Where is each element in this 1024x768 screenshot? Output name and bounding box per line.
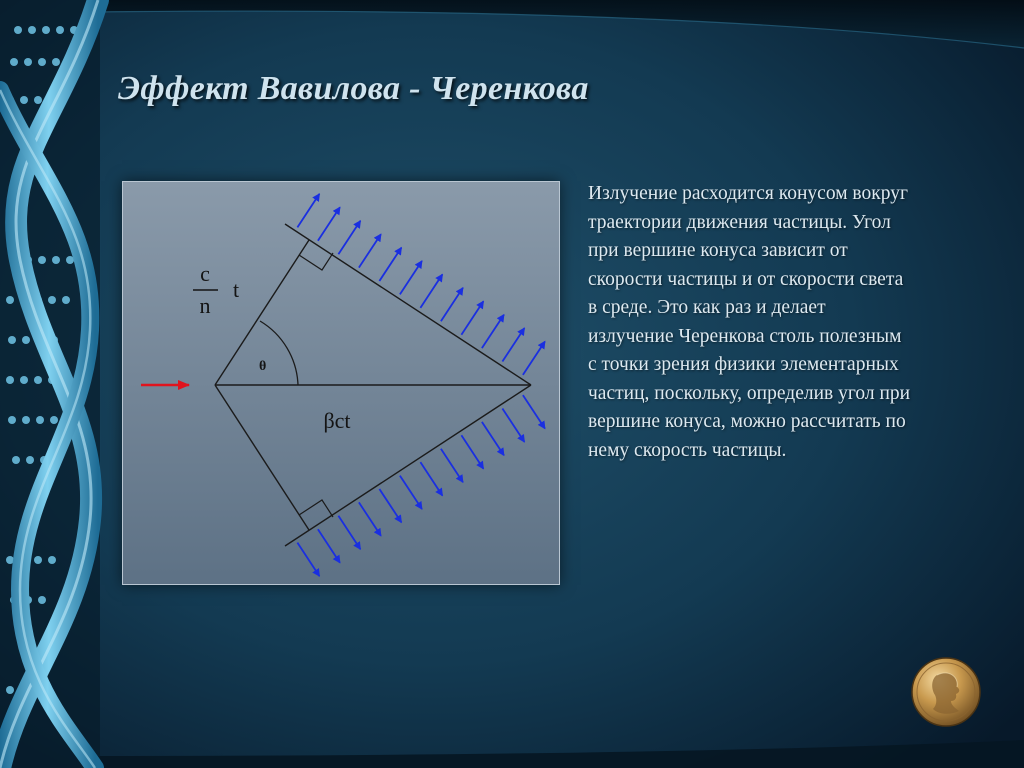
cherenkov-diagram bbox=[122, 181, 560, 585]
label-t: t bbox=[233, 277, 240, 302]
body-line: нему скорость частицы. bbox=[588, 439, 787, 461]
body-line: в среде. Это как раз и делает bbox=[588, 297, 826, 318]
nobel-medal-icon bbox=[909, 655, 983, 729]
body-line: частиц, поскольку, определив угол при bbox=[588, 382, 911, 404]
label-beta-ct: βct bbox=[323, 408, 351, 433]
body-line: излучение Черенкова столь полезным bbox=[588, 325, 902, 347]
label-n: n bbox=[199, 293, 211, 318]
body-line: с точки зрения физики элементарных bbox=[588, 354, 899, 375]
body-line: скорости частицы и от скорости света bbox=[588, 268, 904, 290]
body-line: при вершине конуса зависит от bbox=[588, 240, 848, 261]
body-line: Излучение расходится конусом вокруг bbox=[588, 183, 908, 204]
label-theta: θ bbox=[259, 359, 267, 374]
slide-body-text bbox=[588, 180, 1000, 465]
body-line: вершине конуса, можно рассчитать по bbox=[588, 411, 906, 432]
label-c: c bbox=[200, 261, 210, 286]
slide-title: Эффект Вавилова - Черенкова bbox=[118, 70, 589, 107]
body-line: траектории движения частицы. Угол bbox=[588, 211, 891, 233]
